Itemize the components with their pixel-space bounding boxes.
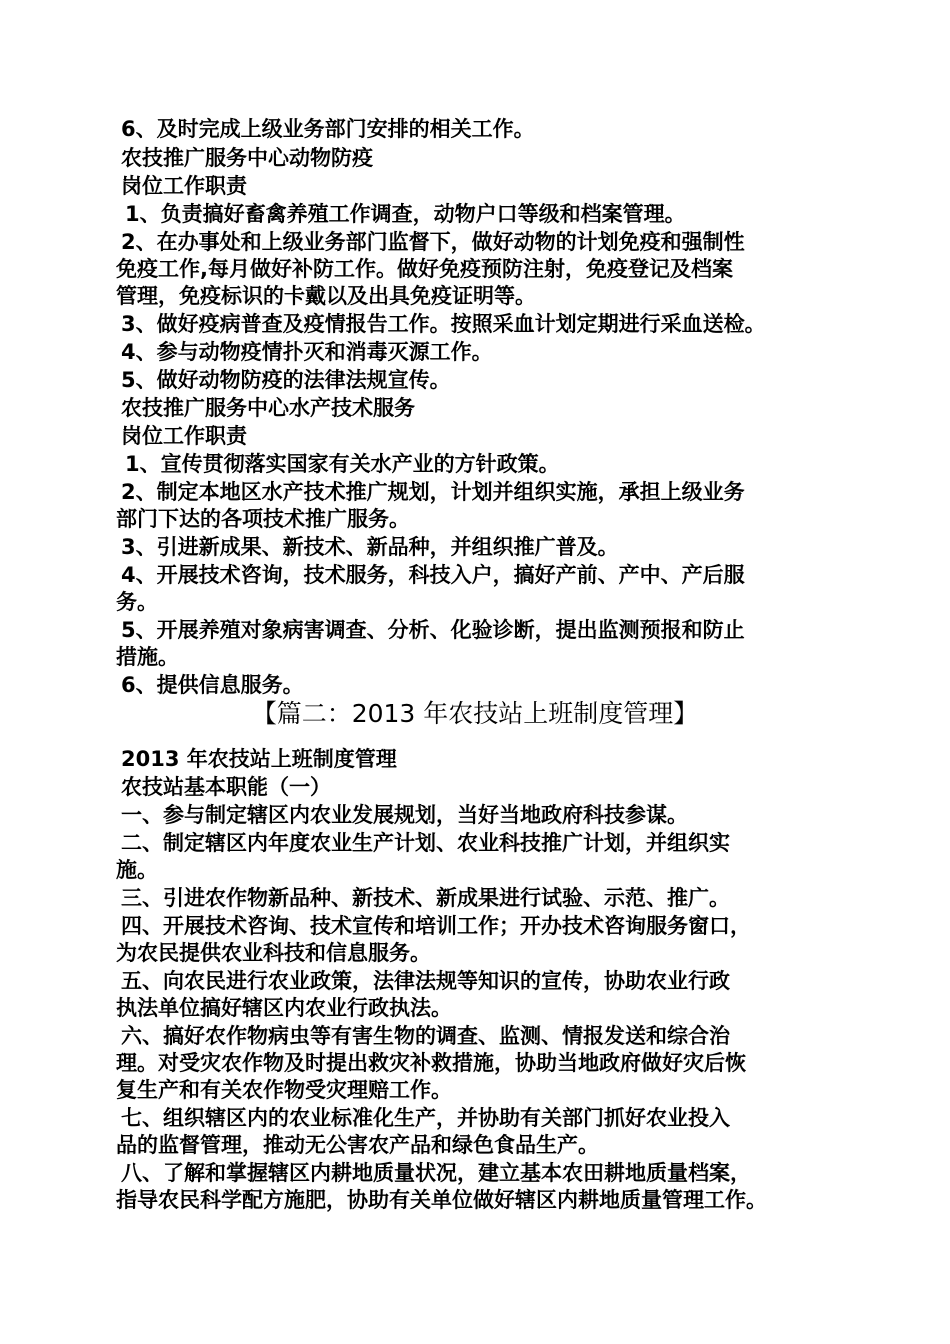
function-item: 八、了解和掌握辖区内耕地质量状况，建立基本农田耕地质量档案， xyxy=(121,1161,751,1185)
part-two-title: 【篇二：2013 年农技站上班制度管理】 xyxy=(251,699,699,728)
duty-item: 4、开展技术咨询，技术服务，科技入户，搞好产前、产中、产后服 xyxy=(121,563,745,587)
function-item-continued: 复生产和有关农作物受灾理赔工作。 xyxy=(116,1078,452,1102)
function-item: 四、开展技术咨询、技术宣传和培训工作；开办技术咨询服务窗口， xyxy=(121,914,751,938)
function-item-continued: 理。对受灾农作物及时提出救灾补救措施，协助当地政府做好灾后恢 xyxy=(116,1051,746,1075)
duty-item: 2、在办事处和上级业务部门监督下，做好动物的计划免疫和强制性 xyxy=(121,230,745,254)
section-subheading-duties: 岗位工作职责 xyxy=(121,424,247,448)
duty-item: 6、提供信息服务。 xyxy=(121,673,304,697)
function-item: 一、参与制定辖区内农业发展规划，当好当地政府科技参谋。 xyxy=(121,803,688,827)
function-item-continued: 指导农民科学配方施肥，协助有关单位做好辖区内耕地质量管理工作。 xyxy=(116,1188,767,1212)
function-item-continued: 施。 xyxy=(116,858,158,882)
function-item: 五、向农民进行农业政策，法律法规等知识的宣传，协助农业行政 xyxy=(121,969,730,993)
function-item: 七、组织辖区内的农业标准化生产，并协助有关部门抓好农业投入 xyxy=(121,1106,730,1130)
duty-item-6: 6、及时完成上级业务部门安排的相关工作。 xyxy=(121,117,535,141)
section-heading-aquatic: 农技推广服务中心水产技术服务 xyxy=(121,396,415,420)
section-subheading-functions: 农技站基本职能（一） xyxy=(121,775,331,799)
duty-item: 2、制定本地区水产技术推广规划，计划并组织实施，承担上级业务 xyxy=(121,480,745,504)
duty-item: 5、开展养殖对象病害调查、分析、化验诊断，提出监测预报和防止 xyxy=(121,618,745,642)
duty-item: 5、做好动物防疫的法律法规宣传。 xyxy=(121,368,451,392)
duty-item-continued: 部门下达的各项技术推广服务。 xyxy=(116,507,410,531)
duty-item: 3、引进新成果、新技术、新品种，并组织推广普及。 xyxy=(121,535,619,559)
section-heading-animal-epidemic: 农技推广服务中心动物防疫 xyxy=(121,146,373,170)
function-item-continued: 为农民提供农业科技和信息服务。 xyxy=(116,941,431,965)
function-item-continued: 执法单位搞好辖区内农业行政执法。 xyxy=(116,996,452,1020)
function-item-continued: 品的监督管理，推动无公害农产品和绿色食品生产。 xyxy=(116,1133,599,1157)
section-heading-schedule: 2013 年农技站上班制度管理 xyxy=(121,747,397,771)
duty-item: 4、参与动物疫情扑灭和消毒灭源工作。 xyxy=(121,340,493,364)
function-item: 六、搞好农作物病虫等有害生物的调查、监测、情报发送和综合治 xyxy=(121,1024,730,1048)
function-item: 二、制定辖区内年度农业生产计划、农业科技推广计划，并组织实 xyxy=(121,831,730,855)
section-subheading-duties: 岗位工作职责 xyxy=(121,174,247,198)
duty-item-continued: 措施。 xyxy=(116,645,179,669)
duty-item: 3、做好疫病普查及疫情报告工作。按照采血计划定期进行采血送检。 xyxy=(121,312,766,336)
duty-item-continued: 管理，免疫标识的卡戴以及出具免疫证明等。 xyxy=(116,284,536,308)
function-item: 三、引进农作物新品种、新技术、新成果进行试验、示范、推广。 xyxy=(121,886,730,910)
duty-item: 1、负责搞好畜禽养殖工作调查，动物户口等级和档案管理。 xyxy=(125,202,686,226)
duty-item: 1、宣传贯彻落实国家有关水产业的方针政策。 xyxy=(125,452,560,476)
duty-item-continued: 务。 xyxy=(116,590,158,614)
duty-item-continued: 免疫工作,每月做好补防工作。做好免疫预防注射，免疫登记及档案 xyxy=(116,257,733,281)
